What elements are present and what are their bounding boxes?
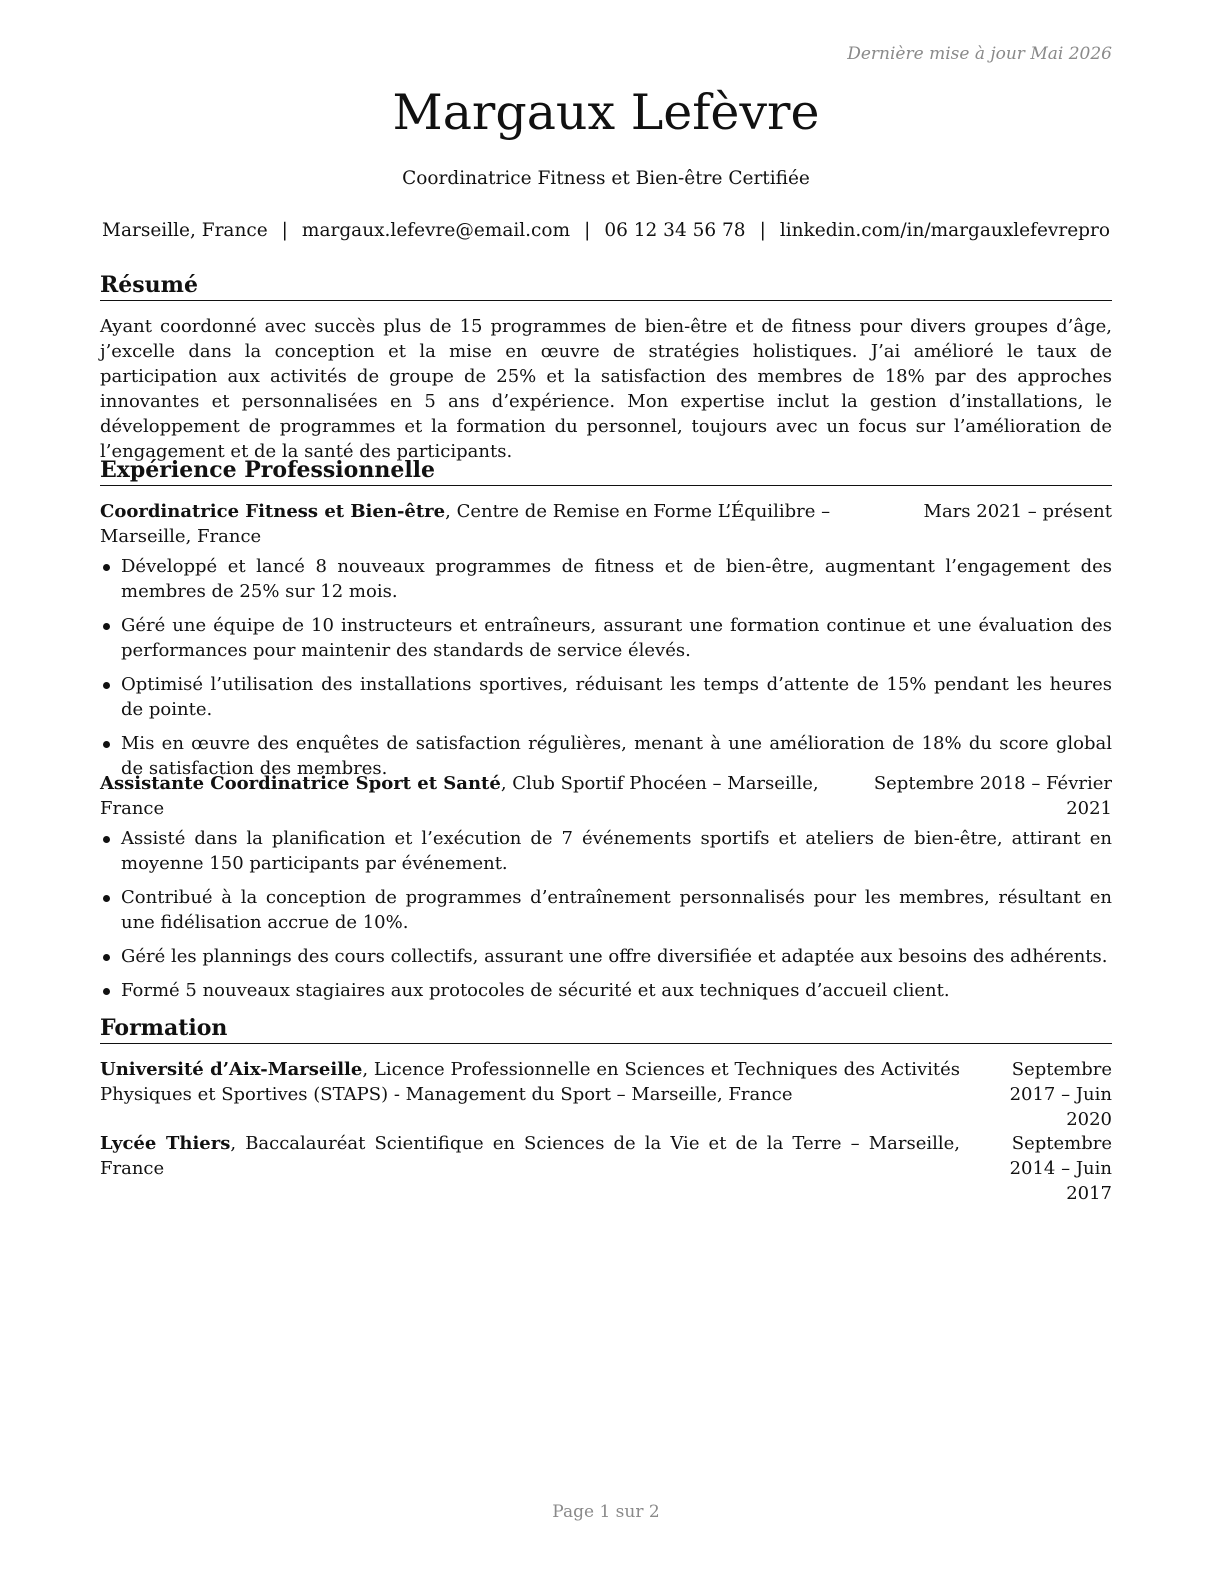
bullet-item: Géré une équipe de 10 instructeurs et entraîneurs, assurant une formation continue et une évaluation des performances pour maintenir des standards de service élevés. [100, 613, 1112, 663]
education-title [100, 1131, 960, 1181]
candidate-headline: Coordinatrice Fitness et Bien-être Certifiée [402, 168, 810, 189]
bullet-icon [103, 895, 110, 902]
bullet-item: Développé et lancé 8 nouveaux programmes de fitness et de bien-être, augmentant l’engagement des membres de 25% sur 12 mois. [100, 554, 1112, 604]
job-title [100, 771, 860, 821]
section-title-experience: Expérience Professionnelle [100, 455, 1112, 486]
bullet-item: Optimisé l’utilisation des installations sportives, réduisant les temps d’attente de 15% pendant les heures de pointe. [100, 672, 1112, 722]
job-header [100, 499, 1112, 549]
bullet-icon [103, 564, 110, 571]
education-school: Lycée Thiers [100, 1133, 231, 1154]
job-title [100, 499, 890, 549]
job-org: , Centre de Remise en Forme L’Équilibre – Marseille, France [100, 501, 831, 547]
education-title [100, 1057, 960, 1107]
bullet-item: Formé 5 nouveaux stagiaires aux protocoles de sécurité et aux techniques d’accueil client. [100, 978, 1112, 1003]
contact-separator: | [759, 220, 766, 241]
page-number: Page 1 sur 2 [552, 1502, 660, 1522]
job-role: Assistante Coordinatrice Sport et Santé [100, 773, 501, 794]
job-bullets [100, 554, 1112, 790]
contact-email[interactable]: margaux.lefevre@email.com [301, 220, 571, 241]
last-update-date: Dernière mise à jour Mai 2026 [847, 44, 1112, 64]
bullet-icon [103, 836, 110, 843]
bullet-icon [103, 682, 110, 689]
contact-line [100, 220, 1112, 241]
education-school: Université d’Aix-Marseille [100, 1059, 363, 1080]
bullet-item: Mis en œuvre des enquêtes de satisfaction régulières, menant à une amélioration de 18% du score global de satisfaction des membres. [100, 731, 1112, 781]
job-dates: Mars 2021 – présent [923, 501, 1112, 522]
education-degree: , Licence Professionnelle en Sciences et Techniques des Activités Physiques et Sportives (STAPS) - Management du Sport – Marseille, France [100, 1059, 960, 1105]
bullet-item: Géré les plannings des cours collectifs, assurant une offre diversifiée et adaptée aux besoins des adhérents. [100, 944, 1112, 969]
contact-separator: | [584, 220, 591, 241]
contact-location: Marseille, France [102, 220, 268, 241]
summary-text: Ayant coordonné avec succès plus de 15 programmes de bien-être et de fitness pour divers groupes d’âge, j’excelle dans la conception et la mise en œuvre de stratégies holistiques. J’ai amélioré le taux de participation aux activités de groupe de 25% et la satisfaction des membres de 18% par des approches innovantes et personnalisées en 5 ans d’expérience. Mon expertise inclut la gestion d’installations, le développement de programmes et la formation du personnel, toujours avec un focus sur l’amélioration de l’engagement et de la santé des participants. [100, 316, 1112, 462]
contact-phone: 06 12 34 56 78 [604, 220, 746, 241]
bullet-item: Assisté dans la planification et l’exécution de 7 événements sportifs et ateliers de bien-être, attirant en moyenne 150 participants par événement. [100, 826, 1112, 876]
education-header [100, 1057, 1112, 1132]
job-header [100, 771, 1112, 821]
job-dates: Septembre 2018 – Février 2021 [873, 773, 1112, 819]
education-dates: Septembre 2014 – Juin 2017 [1009, 1133, 1112, 1204]
contact-linkedin[interactable]: linkedin.com/in/margauxlefevrepro [779, 220, 1110, 241]
bullet-icon [103, 954, 110, 961]
education-header [100, 1131, 1112, 1206]
section-title-summary: Résumé [100, 270, 1112, 301]
contact-separator: | [281, 220, 288, 241]
resume-page [100, 0, 1112, 1584]
job-org: , Club Sportif Phocéen – Marseille, France [100, 773, 819, 819]
section-title-education: Formation [100, 1013, 1112, 1044]
bullet-icon [103, 741, 110, 748]
education-degree: , Baccalauréat Scientifique en Sciences de la Vie et de la Terre – Marseille, France [100, 1133, 960, 1179]
bullet-item: Contribué à la conception de programmes d’entraînement personnalisés pour les membres, résultant en une fidélisation accrue de 10%. [100, 885, 1112, 935]
education-dates: Septembre 2017 – Juin 2020 [1009, 1059, 1112, 1130]
job-role: Coordinatrice Fitness et Bien-être [100, 501, 446, 522]
bullet-icon [103, 988, 110, 995]
candidate-name: Margaux Lefèvre [392, 84, 820, 141]
job-bullets [100, 826, 1112, 1012]
bullet-icon [103, 623, 110, 630]
